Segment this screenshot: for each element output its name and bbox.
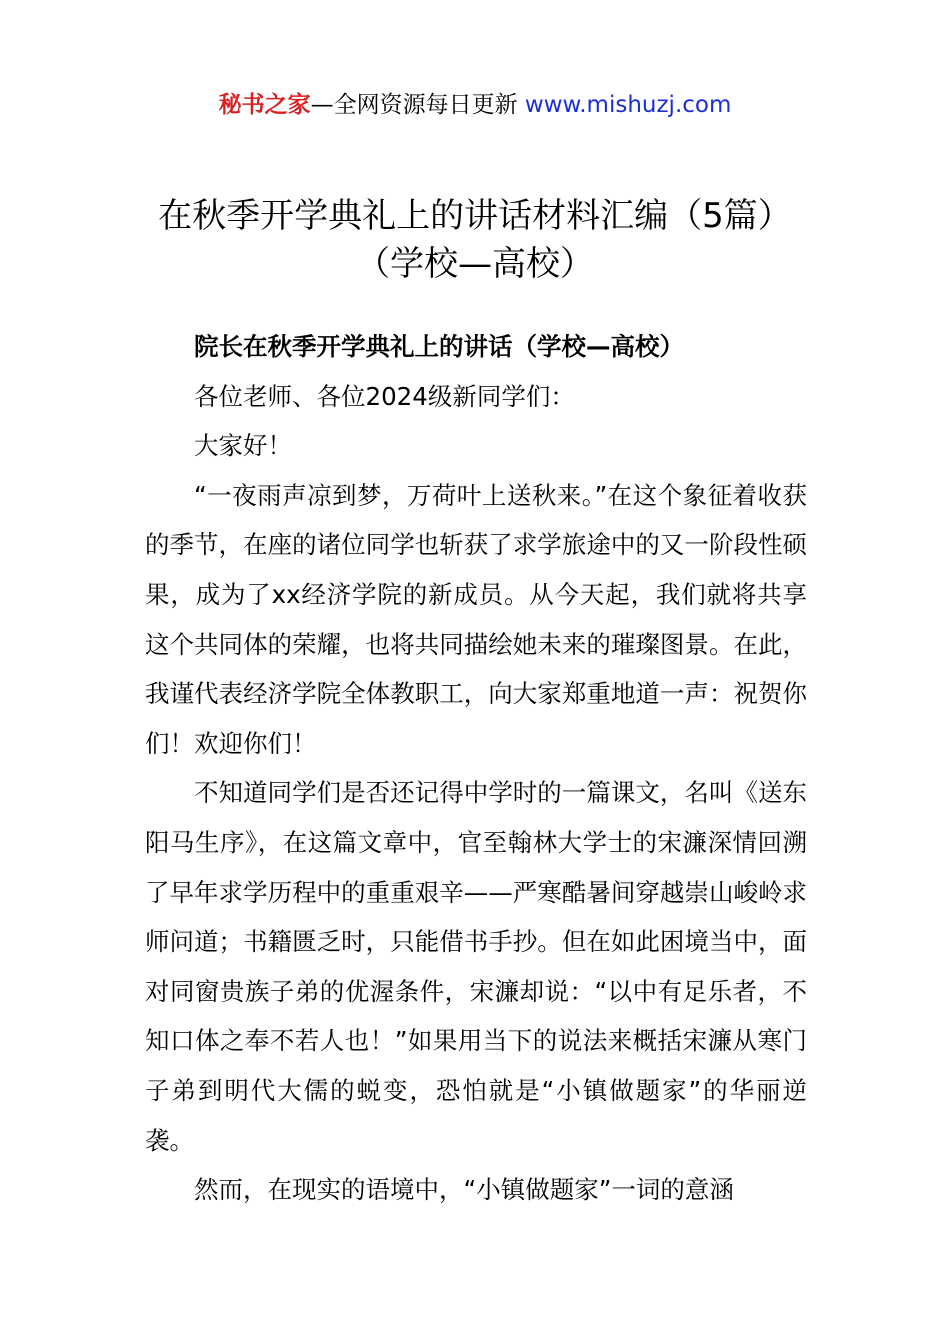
site-header xyxy=(0,88,950,122)
site-brand: 秘书之家 xyxy=(218,92,311,118)
site-url-link[interactable]: www.mishuzj.com xyxy=(524,92,732,118)
title-line-1: 在秋季开学典礼上的讲话材料汇编（5篇） xyxy=(158,196,792,236)
title-line-2: （学校—高校） xyxy=(356,244,594,284)
document-body xyxy=(145,322,807,1215)
paragraph-greeting: 大家好！ xyxy=(194,431,292,461)
paragraph-1: “一夜雨声凉到梦，万荷叶上送秋来。”在这个象征着收获的季节，在座的诸位同学也斩获了求学旅途中的又一阶段性硕果，成为了xx经济学院的新成员。从今天起，我们就将共享这个共同体的荣耀，也将共同描绘她未来的璀璨图景。在此，我谨代表经济学院全体教职工，向大家郑重地道一声：祝贺你们！欢迎你们！ xyxy=(145,480,807,758)
paragraph-3: 然而，在现实的语境中，“小镇做题家”一词的意涵 xyxy=(194,1175,734,1205)
paragraph-2: 不知道同学们是否还记得中学时的一篇课文，名叫《送东阳马生序》，在这篇文章中，官至翰林大学士的宋濂深情回溯了早年求学历程中的重重艰辛——严寒酷暑间穿越崇山峻岭求师问道；书籍匮乏时，只能借书手抄。但在如此困境当中，面对同窗贵族子弟的优渥条件，宋濂却说：“以中有足乐者，不知口体之奉不若人也！”如果用当下的说法来概括宋濂从寒门子弟到明代大儒的蜕变，恐怕就是“小镇做题家”的华丽逆袭。 xyxy=(145,778,807,1155)
paragraph-salutation: 各位老师、各位2024级新同学们： xyxy=(194,381,575,411)
document-title xyxy=(0,192,950,288)
section-heading: 院长在秋季开学典礼上的讲话（学校—高校） xyxy=(194,332,684,361)
site-tagline: —全网资源每日更新 xyxy=(310,92,518,118)
